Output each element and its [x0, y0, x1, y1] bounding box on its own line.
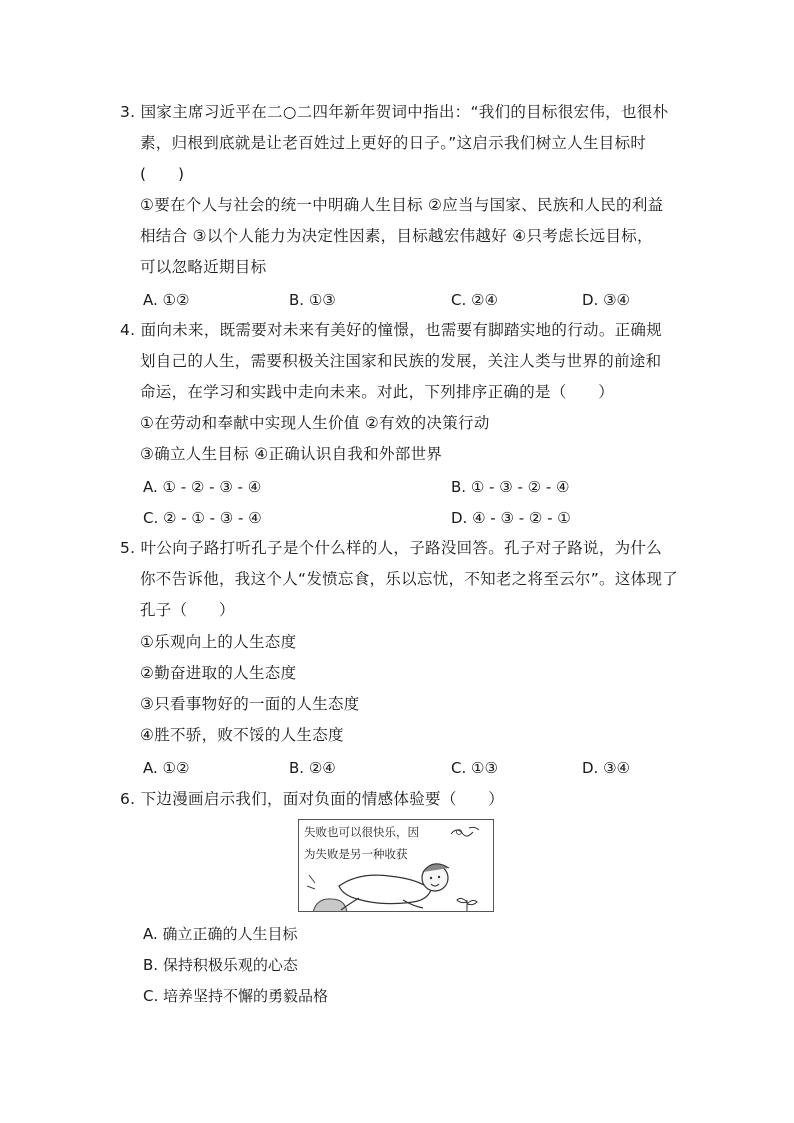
q5-line-1: 5. 叶公向子路打听孔子是个什么样的人，子路没回答。孔子对子路说，为什么 [120, 539, 663, 557]
q3-option-a: A. ①② [143, 291, 190, 309]
q3-line-6: 可以忽略近期目标 [140, 258, 267, 276]
q4-line-3: 命运，在学习和实践中走向未来。对此，下列排序正确的是（ ） [140, 383, 615, 401]
q5-option-d: D. ③④ [582, 759, 630, 777]
q4-option-d: D. ④ - ③ - ② - ① [451, 509, 571, 527]
q5-option-b: B. ②④ [289, 759, 336, 777]
q3-line-3: ( ) [140, 165, 185, 183]
q3-line-4: ①要在个人与社会的统一中明确人生目标 ②应当与国家、民族和人民的利益 [140, 196, 664, 214]
q4-line-1: 4. 面向未来，既需要对未来有美好的憧憬，也需要有脚踏实地的行动。正确规 [120, 321, 663, 339]
q6-option-b: B. 保持积极乐观的心态 [143, 956, 298, 974]
q4-option-c: C. ② - ① - ③ - ④ [143, 509, 262, 527]
q5-line-5: ②勤奋进取的人生态度 [140, 664, 297, 682]
q5-line-7: ④胜不骄，败不馁的人生态度 [140, 726, 344, 744]
q3-line-2: 素，归根到底就是让老百姓过上更好的日子。”这启示我们树立人生目标时 [140, 134, 647, 152]
cartoon-text-line-1: 失败也可以很快乐，因 [304, 825, 419, 839]
q6-option-a: A. 确立正确的人生目标 [143, 925, 298, 943]
q4-option-a: A. ① - ② - ③ - ④ [143, 478, 262, 496]
q4-line-5: ③确立人生目标 ④正确认识自我和外部世界 [140, 445, 443, 463]
q5-line-4: ①乐观向上的人生态度 [140, 633, 297, 651]
cartoon-image [298, 819, 494, 912]
q5-line-3: 孔子（ ） [140, 601, 235, 619]
cartoon-text-line-2: 为失败是另一种收获 [304, 847, 408, 861]
q6-option-c: C. 培养坚持不懈的勇毅品格 [143, 987, 329, 1005]
q5-line-2: 你不告诉他，我这个人“发愤忘食，乐以忘忧，不知老之将至云尔”。这体现了 [140, 570, 679, 588]
q5-line-6: ③只看事物好的一面的人生态度 [140, 695, 360, 713]
q4-line-2: 划自己的人生，需要积极关注国家和民族的发展，关注人类与世界的前途和 [140, 352, 662, 370]
q4-line-4: ①在劳动和奉献中实现人生价值 ②有效的决策行动 [140, 414, 490, 432]
q3-option-d: D. ③④ [582, 291, 630, 309]
q5-option-c: C. ①③ [451, 759, 498, 777]
q3-option-b: B. ①③ [289, 291, 336, 309]
q3-line-1: 3. 国家主席习近平在二○二四年新年贺词中指出：“我们的目标很宏伟，也很朴 [120, 103, 669, 121]
q3-option-c: C. ②④ [451, 291, 498, 309]
q6-line-1: 6. 下边漫画启示我们，面对负面的情感体验要（ ） [120, 790, 505, 808]
q5-option-a: A. ①② [143, 759, 190, 777]
q4-option-b: B. ① - ③ - ② - ④ [451, 478, 570, 496]
q3-line-5: 相结合 ③以个人能力为决定性因素，目标越宏伟越好 ④只考虑长远目标， [140, 227, 653, 245]
